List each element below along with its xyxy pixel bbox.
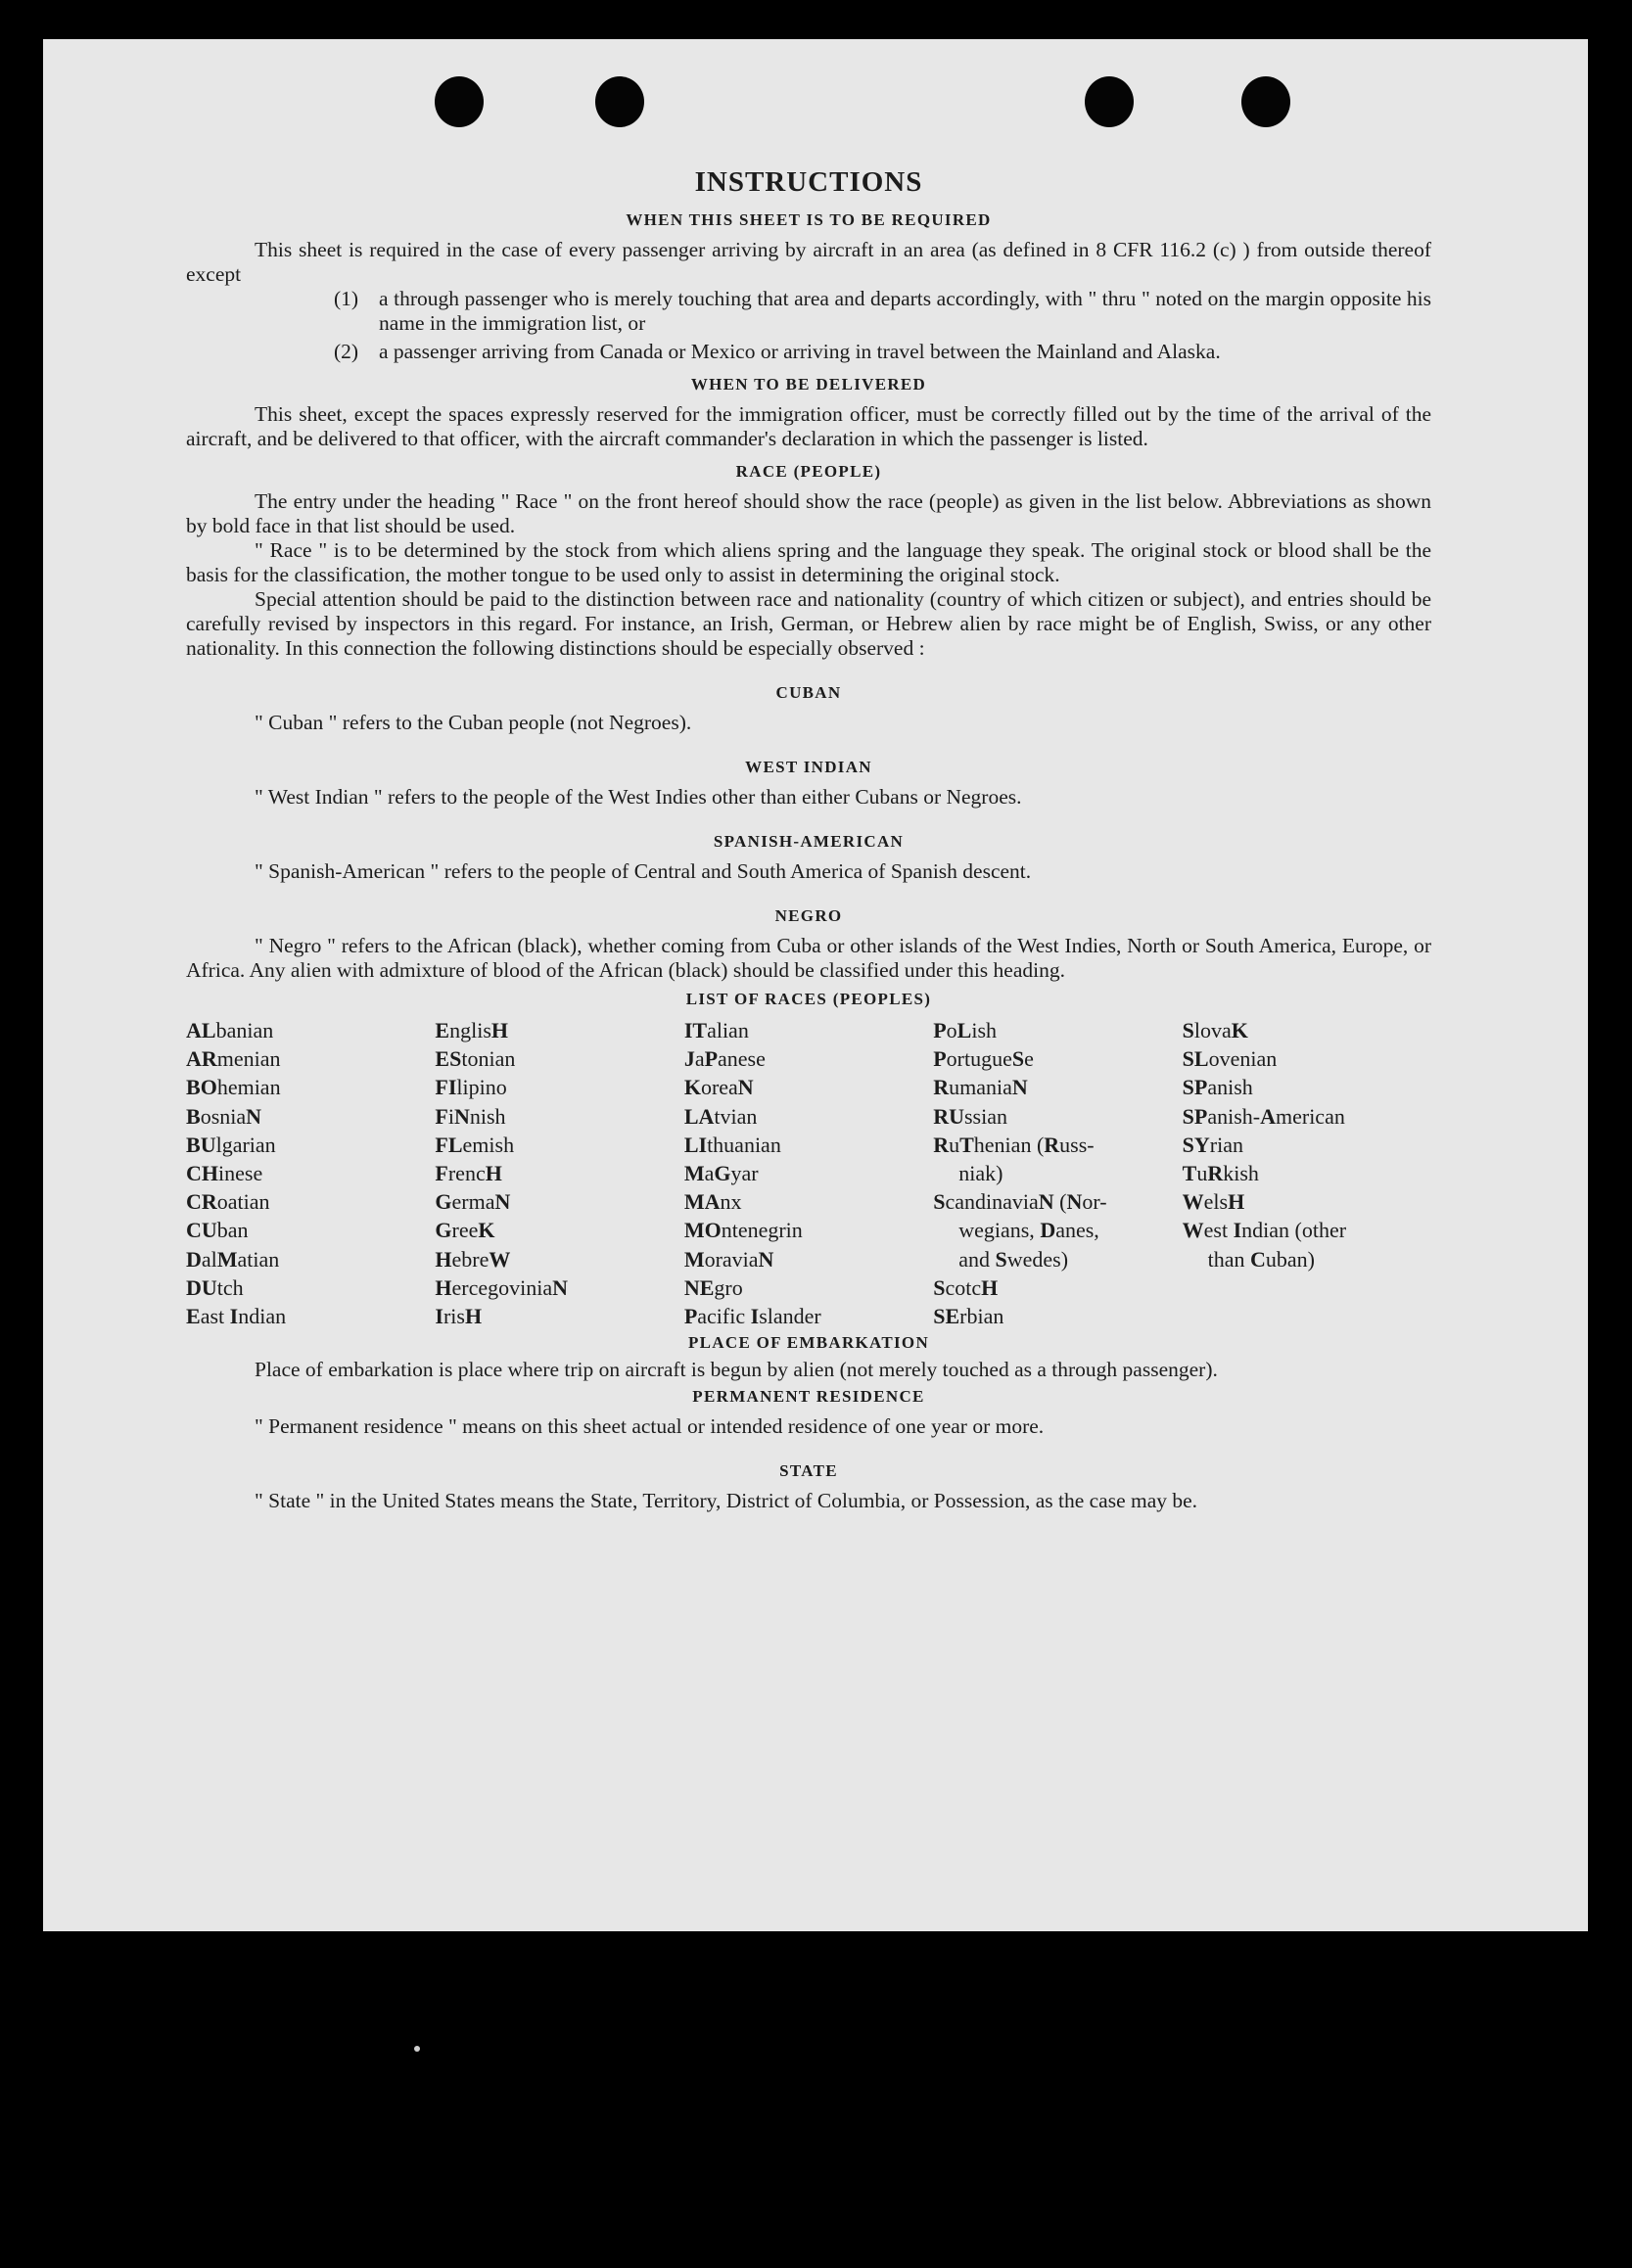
race-entry: BosniaN <box>186 1103 262 1129</box>
race-entry: EStonian <box>435 1046 516 1072</box>
embarkation-text: Place of embarkation is place where trip on aircraft is begun by alien (not merely touched as a through passenger). <box>255 1358 1218 1382</box>
race-entry: ARmenian <box>186 1046 281 1072</box>
race-entry: GermaN <box>435 1189 511 1215</box>
race-entry: KoreaN <box>683 1075 754 1100</box>
race-entry: SYrian <box>1182 1132 1243 1157</box>
punch-hole <box>595 76 644 127</box>
race-entry: MOntenegrin <box>683 1218 803 1243</box>
heading-delivered: WHEN TO BE DELIVERED <box>690 375 927 393</box>
race-entry: CRoatian <box>186 1189 270 1215</box>
race-entry: CUban <box>186 1218 249 1243</box>
race-entry: LIthuanian <box>683 1132 781 1157</box>
race-entry: RUssian <box>933 1103 1007 1129</box>
race-entry: Pacific Islander <box>683 1304 821 1329</box>
document-sheet <box>43 39 1588 1931</box>
required-item <box>334 340 1431 364</box>
race-entry: and Swedes) <box>958 1246 1069 1272</box>
race-entry: FiNnish <box>435 1103 506 1129</box>
race-entry: WelsH <box>1182 1189 1245 1215</box>
item-number: (1) <box>334 287 359 310</box>
races-column <box>186 1016 435 1330</box>
race-entry: ScotcH <box>933 1274 999 1300</box>
race-entry: SErbian <box>933 1304 1004 1329</box>
race-entry: MAnx <box>683 1189 742 1215</box>
heading-spanish-american: SPANISH-AMERICAN <box>713 832 905 851</box>
race-entry: MoraviaN <box>683 1246 774 1272</box>
heading-west-indian: WEST INDIAN <box>745 758 872 776</box>
west-indian-text: " West Indian " refers to the people of the West Indies other than either Cubans or Negroes. <box>255 785 1022 809</box>
race-entry: SPanish-American <box>1182 1103 1345 1129</box>
item-text: a through passenger who is merely touching that area and departs accordingly, with " thru " noted on the margin opposite his name in the immigration list, or <box>379 287 1431 335</box>
races-column <box>684 1016 933 1330</box>
race-entry: GreeK <box>435 1218 495 1243</box>
required-intro: This sheet is required in the case of every passenger arriving by aircraft in an area (as defined in 8 CFR 116.2 (c) ) from outside thereof except <box>186 238 1431 286</box>
race-entry: DUtch <box>186 1274 244 1300</box>
race-entry: NEgro <box>683 1274 743 1300</box>
race-entry: East Indian <box>186 1304 287 1329</box>
races-column <box>933 1016 1182 1330</box>
race-entry: ALbanian <box>186 1018 274 1042</box>
heading-list-of-races: LIST OF RACES (PEOPLES) <box>685 990 932 1008</box>
race-entry: ScandinaviaN (Nor- <box>933 1189 1107 1215</box>
race-entry: FrencH <box>435 1161 502 1186</box>
race-entry: CHinese <box>186 1161 263 1186</box>
race-entry: than Cuban) <box>1207 1246 1315 1272</box>
race-entry: SLovenian <box>1182 1046 1278 1072</box>
item-text: a passenger arriving from Canada or Mexico or arriving in travel between the Mainland and Alaska. <box>379 340 1221 363</box>
race-entry: SlovaK <box>1182 1018 1248 1042</box>
race-entry: HercegoviniaN <box>435 1274 569 1300</box>
heading-cuban: CUBAN <box>775 683 842 702</box>
race-entry: wegians, Danes, <box>958 1218 1099 1243</box>
race-entry: DalMatian <box>186 1246 280 1272</box>
item-number: (2) <box>334 340 359 363</box>
races-column <box>435 1016 683 1330</box>
race-paragraph-2: " Race " is to be determined by the stock from which aliens spring and the language they speak. The original stock or blood shall be the basis for the classification, the mother tongue to be used only to assist in determining the original stock. <box>186 538 1431 586</box>
spanish-american-text: " Spanish-American " refers to the people of Central and South America of Spanish descent. <box>255 859 1032 883</box>
residence-text: " Permanent residence " means on this sheet actual or intended residence of one year or more. <box>255 1414 1045 1439</box>
race-entry: EnglisH <box>435 1018 509 1042</box>
page-title: INSTRUCTIONS <box>694 166 923 198</box>
race-entry: RumaniaN <box>933 1075 1028 1100</box>
heading-race: RACE (PEOPLE) <box>735 462 882 481</box>
cuban-text: " Cuban " refers to the Cuban people (not Negroes). <box>255 711 692 734</box>
race-entry: PortugueSe <box>933 1046 1034 1072</box>
punch-hole <box>1085 76 1134 127</box>
race-entry: FLemish <box>435 1132 515 1157</box>
negro-text: " Negro " refers to the African (black), whether coming from Cuba or other islands of the West Indies, North or South America, Europe, or Africa. Any alien with admixture of blood of the African (black) should be classified under this heading. <box>186 934 1431 982</box>
races-column <box>1183 1016 1431 1330</box>
race-entry: BUlgarian <box>186 1132 276 1157</box>
race-entry: RuThenian (Russ- <box>933 1132 1095 1157</box>
heading-negro: NEGRO <box>774 906 843 925</box>
film-speck <box>414 2046 420 2052</box>
required-item <box>334 287 1431 336</box>
state-text: " State " in the United States means the State, Territory, District of Columbia, or Possession, as the case may be. <box>255 1489 1198 1513</box>
race-entry: SPanish <box>1182 1075 1253 1100</box>
race-entry: West Indian (other <box>1182 1218 1347 1243</box>
race-entry: MaGyar <box>683 1161 759 1186</box>
race-entry: FIlipino <box>435 1075 507 1100</box>
race-entry: IrisH <box>435 1304 483 1329</box>
delivered-text: This sheet, except the spaces expressly reserved for the immigration officer, must be correctly filled out by the time of the arrival of the aircraft, and be delivered to that officer, with the aircraft commander's declaration in which the passenger is listed. <box>186 402 1431 450</box>
race-entry: niak) <box>958 1161 1003 1186</box>
races-list <box>186 1016 1431 1330</box>
heading-residence: PERMANENT RESIDENCE <box>692 1387 925 1407</box>
punch-hole <box>1241 76 1290 127</box>
race-entry: BOhemian <box>186 1075 281 1100</box>
heading-required: WHEN THIS SHEET IS TO BE REQUIRED <box>626 210 992 229</box>
race-paragraph-3: Special attention should be paid to the distinction between race and nationality (country of which citizen or subject), and entries should be carefully revised by inspectors in this regard. For instance, an Irish, German, or Hebrew alien by race might be of English, Swiss, or any other nationality. In this connection the following distinctions should be especially observed : <box>186 587 1431 660</box>
heading-state: STATE <box>779 1461 838 1481</box>
race-entry: PoLish <box>933 1018 998 1042</box>
race-entry: ITalian <box>683 1018 749 1042</box>
race-entry: JaPanese <box>683 1046 766 1072</box>
race-entry: HebreW <box>435 1246 511 1272</box>
punch-hole <box>435 76 484 127</box>
race-paragraph-1: The entry under the heading " Race " on the front hereof should show the race (people) as given in the list below. Abbreviations as shown by bold face in that list should be used. <box>186 489 1431 537</box>
instructions-content <box>186 164 1431 1513</box>
race-entry: LAtvian <box>683 1103 758 1129</box>
race-entry: TuRkish <box>1182 1161 1259 1186</box>
heading-embarkation: PLACE OF EMBARKATION <box>687 1333 930 1353</box>
